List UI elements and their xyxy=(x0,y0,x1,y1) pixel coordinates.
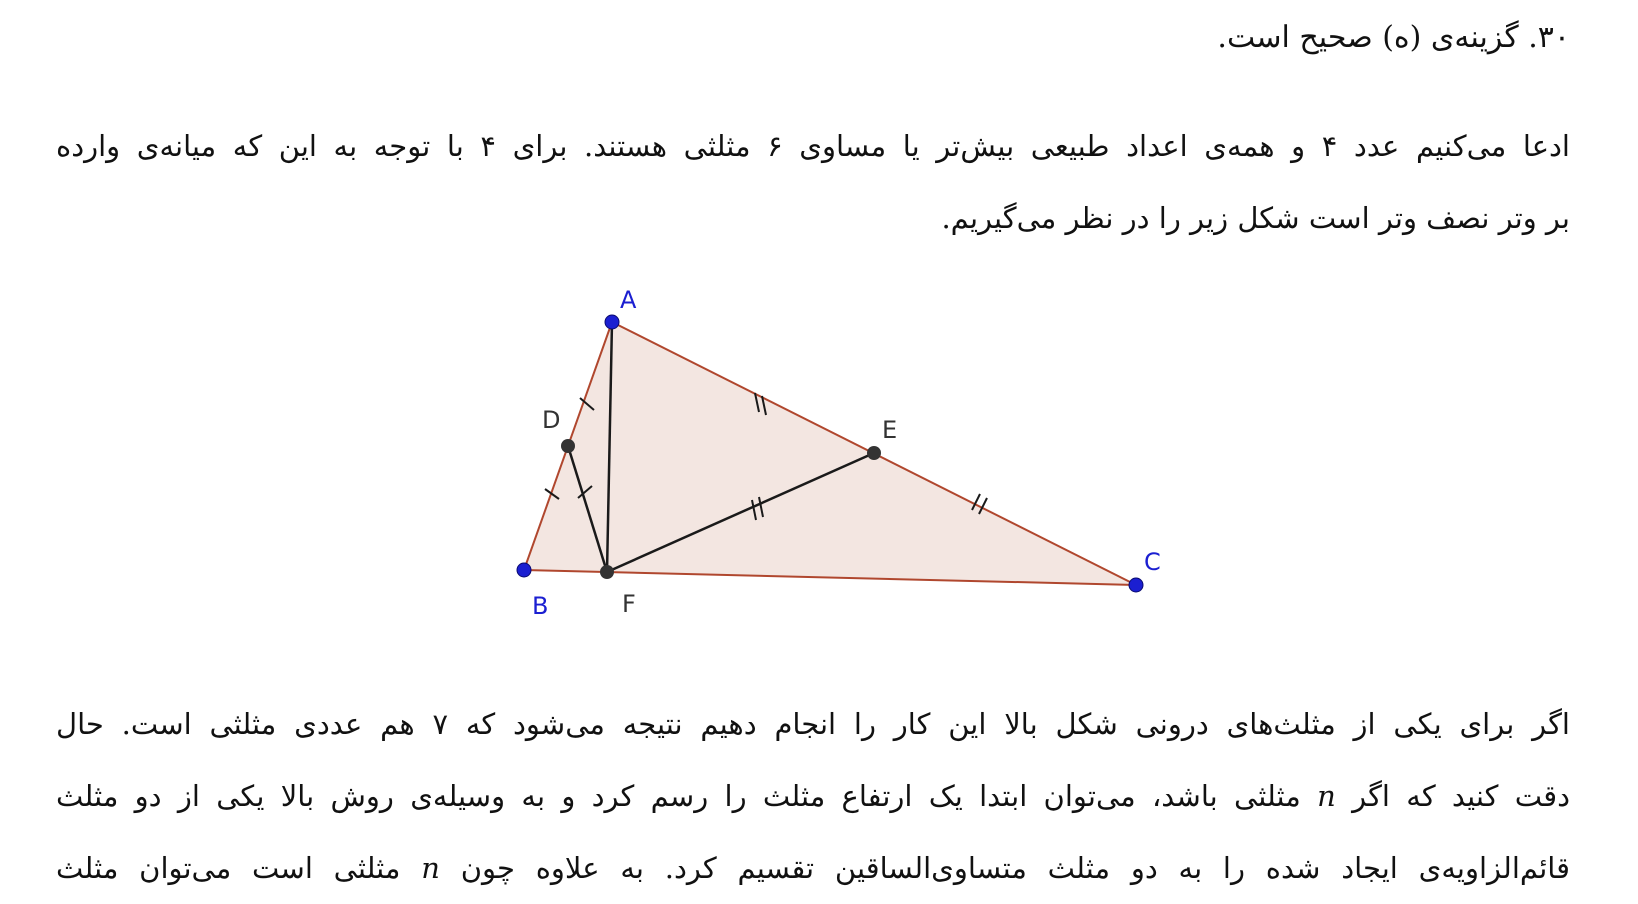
label-e: E xyxy=(882,416,898,444)
label-a: A xyxy=(620,290,637,314)
vertex-b xyxy=(517,563,531,577)
label-d: D xyxy=(542,406,561,434)
paragraph-intro-line-2: بر وتر نصف وتر است شکل زیر را در نظر می‌گیریم. xyxy=(941,201,1570,235)
paragraph-continuation-line-3 xyxy=(56,832,1570,904)
line-2-part-a: دقت کنید که اگر xyxy=(1335,779,1571,813)
label-f: F xyxy=(622,590,636,618)
paragraph-intro-line-1: ادعا می‌کنیم عدد ۴ و همه‌ی اعداد طبیعی بیش‌تر یا مساوی ۶ مثلثی هستند. برای ۴ با توجه به این که میانه‌ی وارده xyxy=(56,129,1570,163)
line-3-part-a: قائم‌الزاویه‌ی ایجاد شده را به دو مثلث متساوی‌الساقین تقسیم کرد. به علاوه چون xyxy=(439,851,1570,885)
vertex-f xyxy=(600,565,614,579)
paragraph-intro xyxy=(56,110,1570,254)
triangle-figure xyxy=(508,290,1220,660)
label-c: C xyxy=(1144,548,1161,576)
problem-heading: ۳۰. گزینه‌ی (ه) صحیح است. xyxy=(1217,20,1570,55)
vertex-c xyxy=(1129,578,1143,592)
paragraph-continuation xyxy=(56,688,1570,904)
paragraph-continuation-line-1: اگر برای یکی از مثلث‌های درونی شکل بالا این کار را انجام دهیم نتیجه می‌شود که ۷ هم عددی مثلثی است. حال xyxy=(56,707,1570,741)
triangle-abc-fill xyxy=(524,322,1136,585)
paragraph-continuation-line-2 xyxy=(56,760,1570,832)
variable-n: n xyxy=(1317,779,1336,813)
label-b: B xyxy=(532,592,549,620)
vertex-a xyxy=(605,315,619,329)
vertex-e xyxy=(867,446,881,460)
triangle-diagram xyxy=(508,290,1220,660)
line-2-part-b: مثلثی باشد، می‌توان ابتدا یک ارتفاع مثلث را رسم کرد و به وسیله‌ی روش بالا یکی از دو مثلث xyxy=(56,779,1318,813)
vertex-d xyxy=(561,439,575,453)
variable-n-2: n xyxy=(421,851,440,885)
line-3-part-b: مثلثی است می‌توان مثلث xyxy=(56,851,422,885)
